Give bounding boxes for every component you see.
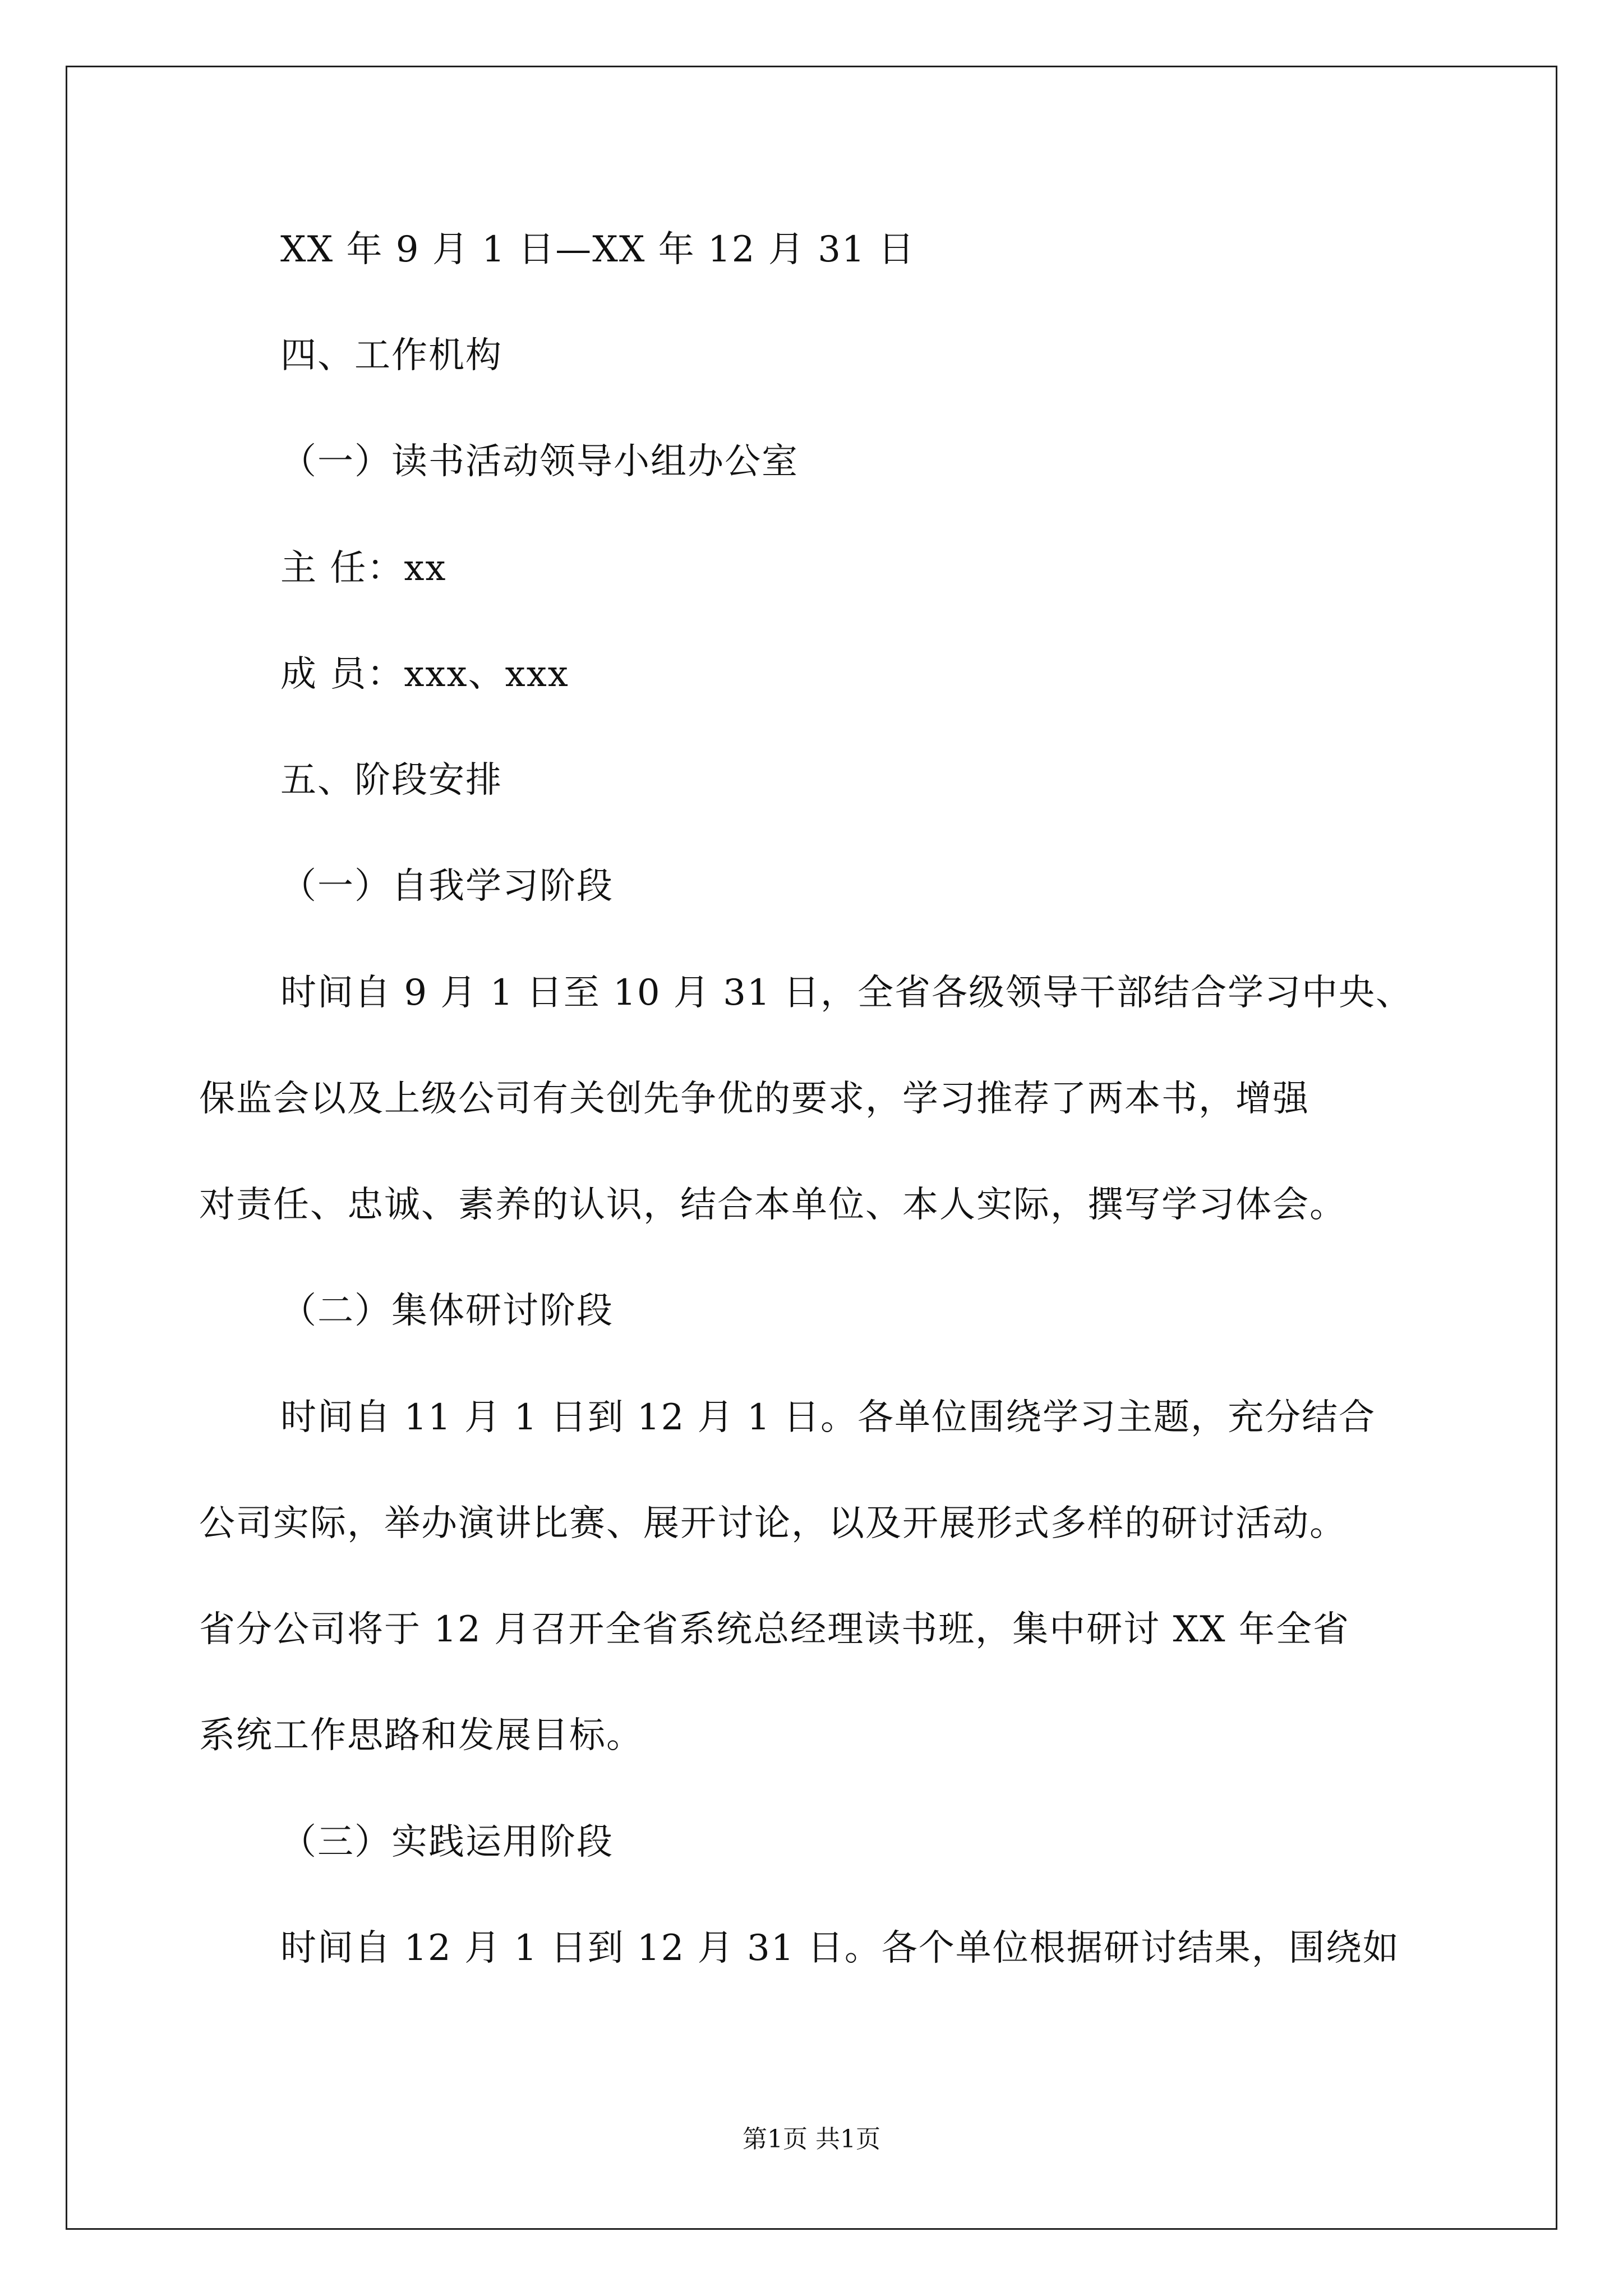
paragraph-line: 省分公司将于 12 月召开全省系统总经理读书班，集中研讨 XX 年全省 xyxy=(199,1609,1350,1650)
paragraph-line: 时间自 11 月 1 日到 12 月 1 日。各单位围绕学习主题，充分结合 xyxy=(280,1397,1376,1438)
page-border xyxy=(66,66,1557,2230)
section-heading-stages: 五、阶段安排 xyxy=(280,760,502,801)
paragraph-line: 对责任、忠诚、素养的认识，结合本单位、本人实际，撰写学习体会。 xyxy=(199,1184,1347,1226)
paragraph-line: 时间自 9 月 1 日至 10 月 31 日，全省各级领导干部结合学习中央、 xyxy=(280,972,1413,1014)
subheading-group-discussion: （二）集体研讨阶段 xyxy=(280,1290,614,1332)
section-heading-work-organization: 四、工作机构 xyxy=(280,335,502,376)
members-line: 成 员：xxx、xxx xyxy=(280,654,569,695)
paragraph-line: 保监会以及上级公司有关创先争优的要求，学习推荐了两本书，增强 xyxy=(199,1078,1310,1120)
paragraph-line: 时间自 12 月 1 日到 12 月 31 日。各个单位根据研讨结果，围绕如 xyxy=(280,1927,1400,1969)
date-range-line: XX 年 9 月 1 日—XX 年 12 月 31 日 xyxy=(280,229,915,270)
subheading-self-study: （一）自我学习阶段 xyxy=(280,866,614,907)
paragraph-line: 系统工作思路和发展目标。 xyxy=(199,1715,643,1756)
subheading-office: （一）读书活动领导小组办公室 xyxy=(280,441,799,482)
paragraph-line: 公司实际，举办演讲比赛、展开讨论，以及开展形式多样的研讨活动。 xyxy=(199,1503,1347,1544)
director-line: 主 任：xx xyxy=(280,547,447,589)
subheading-practice: （三）实践运用阶段 xyxy=(280,1821,614,1863)
page-number-footer: 第1页 共1页 xyxy=(743,2125,880,2154)
